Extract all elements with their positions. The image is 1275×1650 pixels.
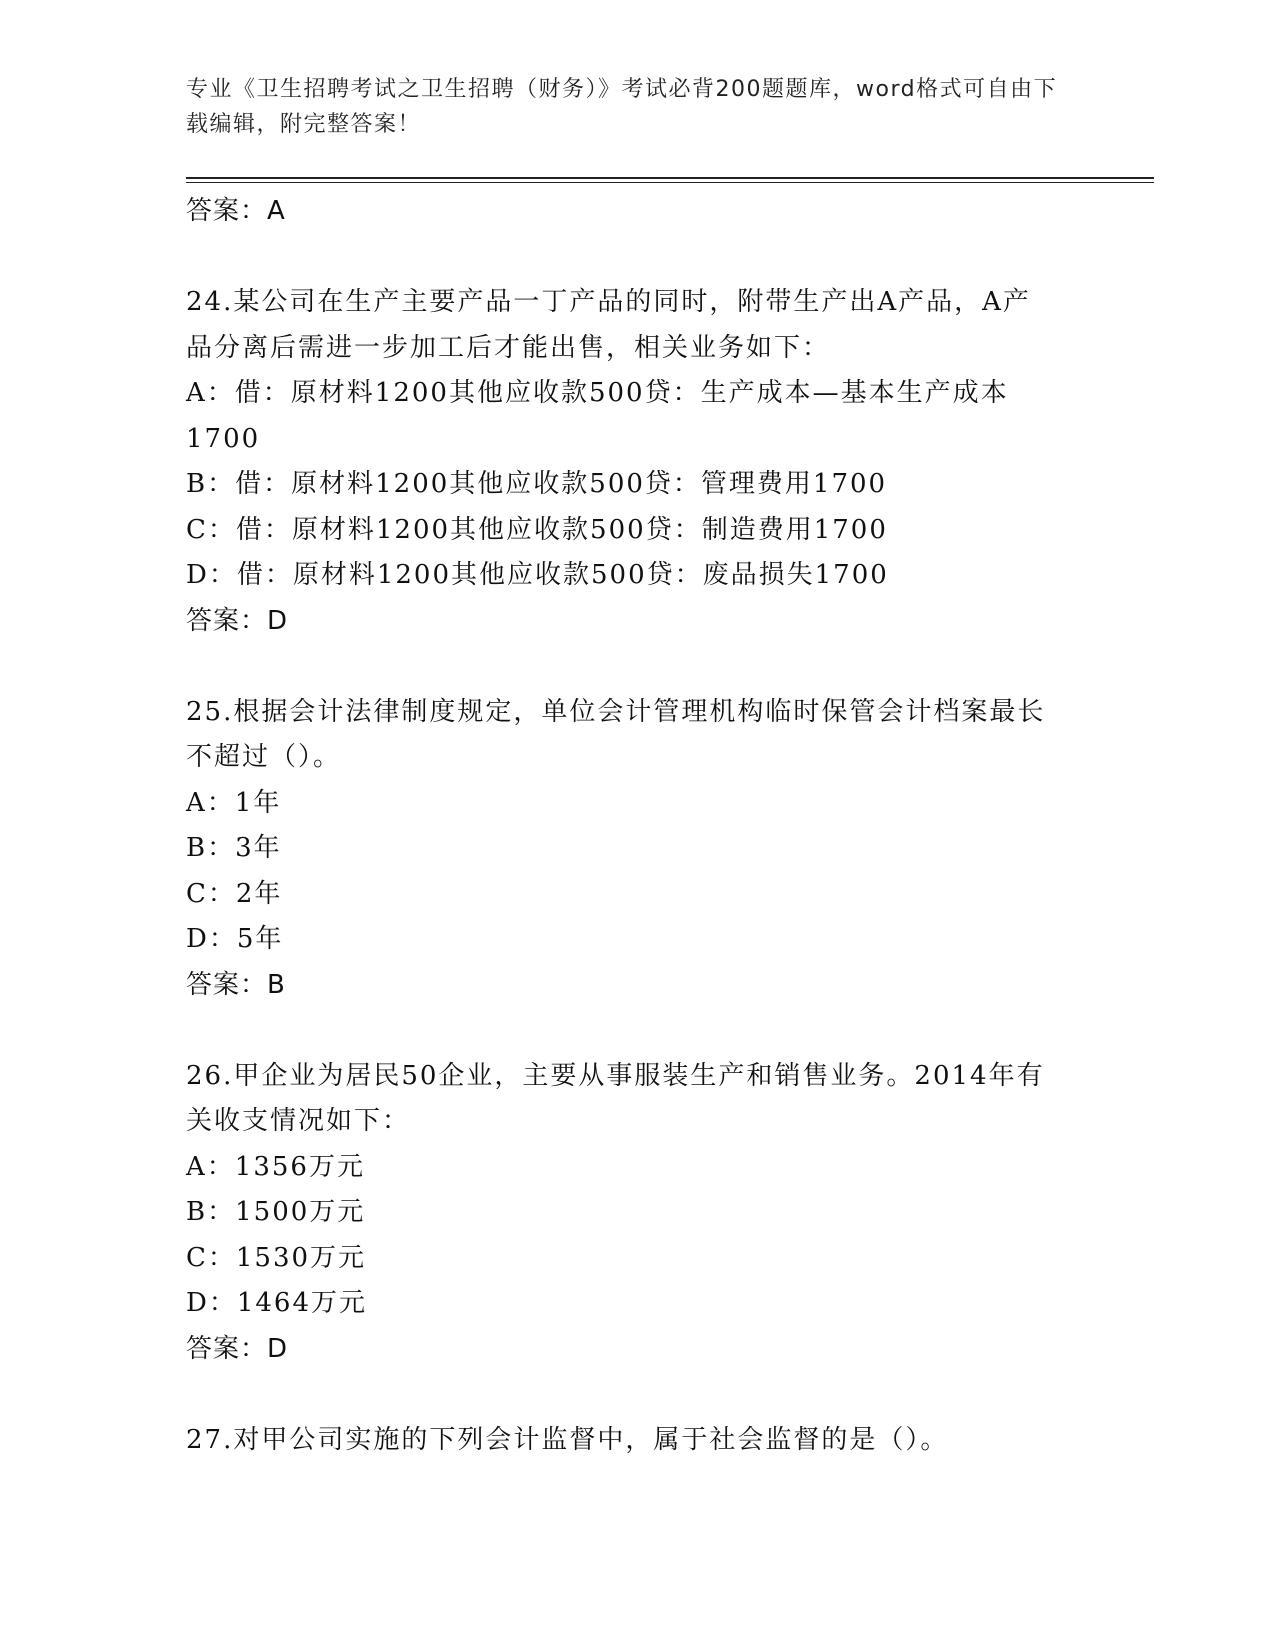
question-stem-line: 25.根据会计法律制度规定，单位会计管理机构临时保管会计档案最长 xyxy=(186,696,1046,727)
answer: 答案：D xyxy=(186,1333,289,1364)
question-stem-line: 关收支情况如下： xyxy=(186,1106,411,1136)
option-b: B：3年 xyxy=(186,833,282,863)
spacer xyxy=(186,235,1086,281)
question-stem-line: 品分离后需进一步加工后才能出售，相关业务如下： xyxy=(186,332,831,363)
option-c: C：1530万元 xyxy=(186,1242,367,1273)
option-a: A：1356万元 xyxy=(186,1151,365,1182)
answer: 答案：D xyxy=(186,605,289,636)
option-a: A：1年 xyxy=(186,787,282,818)
header-divider-thin xyxy=(186,182,1154,183)
document-header: 专业《卫生招聘考试之卫生招聘（财务）》考试必背200题题库，word格式可自由下载编辑，附完整答案！ xyxy=(186,77,1058,137)
option-d: D：1464万元 xyxy=(186,1288,368,1318)
question-24 xyxy=(186,280,1086,644)
option-a-continuation: 1700 xyxy=(186,423,261,454)
spacer xyxy=(186,644,1086,690)
option-c: C：2年 xyxy=(186,878,283,909)
question-26 xyxy=(186,1054,1086,1373)
spacer xyxy=(186,1008,1086,1054)
question-stem-line: 24.某公司在生产主要产品一丁产品的同时，附带生产出A产品，A产 xyxy=(186,287,1031,317)
option-b: B：1500万元 xyxy=(186,1197,366,1227)
option-a: A：借：原材料1200其他应收款500贷：生产成本—基本生产成本 xyxy=(186,378,1009,408)
option-d: D：借：原材料1200其他应收款500贷：废品损失1700 xyxy=(186,560,889,590)
question-stem-line: 不超过（）。 xyxy=(186,742,342,772)
option-d: D：5年 xyxy=(186,924,284,954)
question-25 xyxy=(186,690,1086,1009)
header-divider-thick xyxy=(186,177,1154,179)
question-list xyxy=(186,189,1086,1463)
spacer xyxy=(186,1372,1086,1418)
question-stem-line: 27.对甲公司实施的下列会计监督中，属于社会监督的是（）。 xyxy=(186,1424,949,1455)
question-27 xyxy=(186,1418,1086,1464)
option-c: C：借：原材料1200其他应收款500贷：制造费用1700 xyxy=(186,514,888,545)
previous-answer: 答案：A xyxy=(186,196,286,226)
option-b: B：借：原材料1200其他应收款500贷：管理费用1700 xyxy=(186,469,888,499)
question-stem-line: 26.甲企业为居民50企业，主要从事服装生产和销售业务。2014年有 xyxy=(186,1060,1045,1091)
answer: 答案：B xyxy=(186,969,286,1000)
